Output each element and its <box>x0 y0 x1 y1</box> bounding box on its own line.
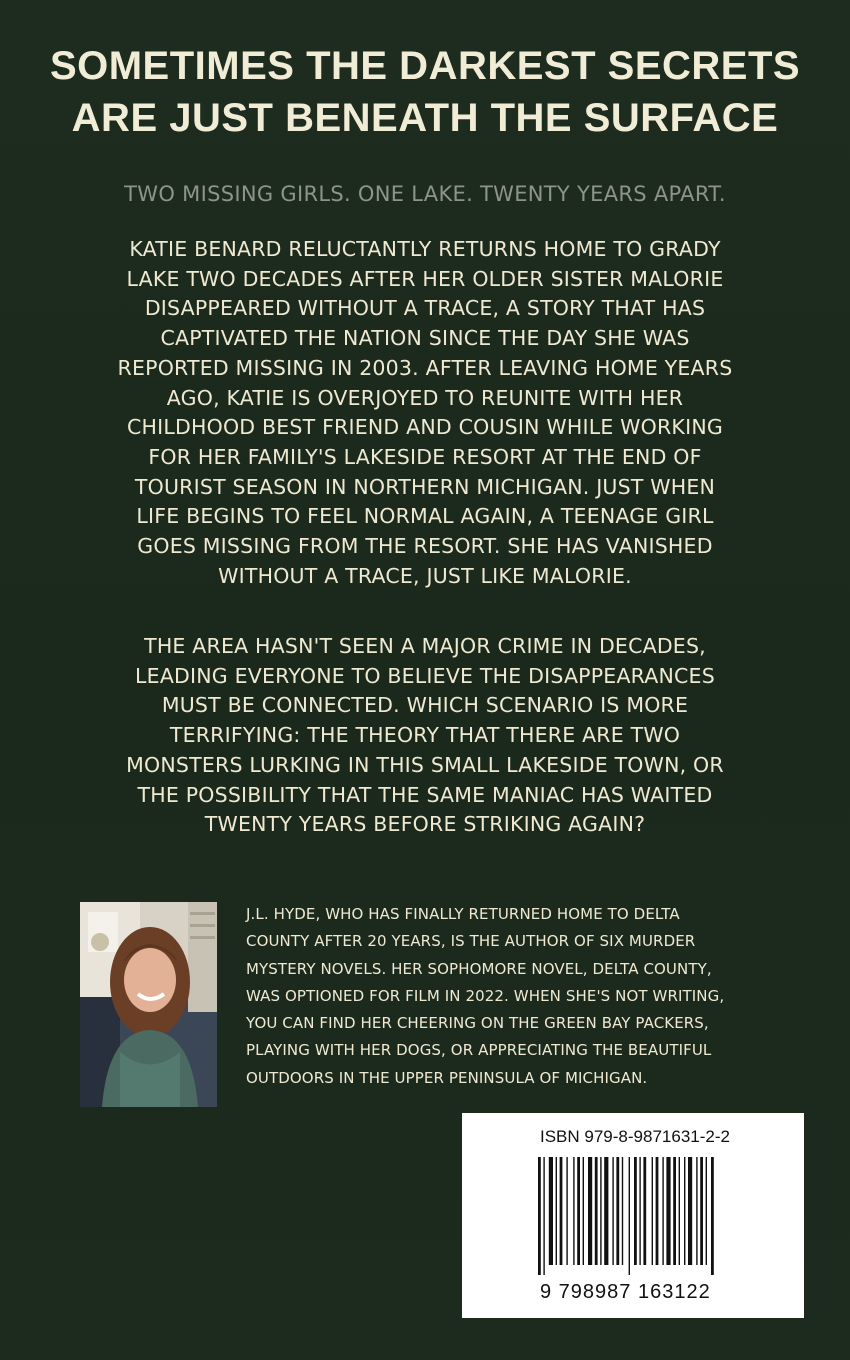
description-line: WITHOUT A TRACE, JUST LIKE MALORIE. <box>218 563 632 588</box>
barcode-bar <box>700 1157 703 1265</box>
isbn-barcode-box <box>462 1113 804 1318</box>
barcode-digits: 9 798987 163122 <box>540 1281 711 1303</box>
barcode-bar <box>549 1157 553 1265</box>
bio-line: MYSTERY NOVELS. HER SOPHOMORE NOVEL, DELTA COUNTY, <box>246 959 712 978</box>
barcode-bar <box>604 1157 608 1265</box>
description-line: AGO, KATIE IS OVERJOYED TO REUNITE WITH HER <box>166 385 684 410</box>
barcode-bar <box>643 1157 646 1265</box>
bio-line: WAS OPTIONED FOR FILM IN 2022. WHEN SHE'S NOT WRITING, <box>246 986 725 1005</box>
description-line: REPORTED MISSING IN 2003. AFTER LEAVING HOME YEARS <box>117 355 733 380</box>
barcode-bar <box>556 1157 557 1265</box>
isbn-label: ISBN 979-8-9871631-2-2 <box>540 1127 730 1146</box>
headline-line: ARE JUST BENEATH THE SURFACE <box>71 96 779 140</box>
barcode-bar <box>679 1157 680 1265</box>
description-line: MONSTERS LURKING IN THIS SMALL LAKESIDE TOWN, OR <box>126 752 724 777</box>
headline-line: SOMETIMES THE DARKEST SECRETS <box>49 44 801 88</box>
bio-line: J.L. HYDE, WHO HAS FINALLY RETURNED HOME TO DELTA <box>246 905 680 923</box>
description-line: KATIE BENARD RELUCTANTLY RETURNS HOME TO GRADY <box>129 237 721 261</box>
barcode-bar <box>684 1157 685 1265</box>
barcode-bar <box>688 1157 692 1265</box>
bio-line: COUNTY AFTER 20 YEARS, IS THE AUTHOR OF SIX MURDER <box>246 932 696 951</box>
description-line: MUST BE CONNECTED. WHICH SCENARIO IS MORE <box>161 693 689 718</box>
barcode-bar <box>616 1157 619 1265</box>
barcode-bar <box>560 1157 563 1265</box>
description-line: TOURIST SEASON IN NORTHERN MICHIGAN. JUST WHEN <box>134 474 716 499</box>
description-line: TERRIFYING: THE THEORY THAT THERE ARE TWO <box>169 723 681 748</box>
author-photo <box>80 902 217 1107</box>
bio-line: OUTDOORS IN THE UPPER PENINSULA OF MICHIGAN. <box>246 1068 648 1087</box>
barcode-icon <box>538 1157 728 1277</box>
barcode-bar <box>673 1157 676 1265</box>
barcode-bar <box>666 1157 670 1265</box>
barcode-bar <box>538 1157 541 1275</box>
barcode-bar <box>595 1157 598 1265</box>
description-line: THE POSSIBILITY THAT THE SAME MANIAC HAS WAITED <box>137 782 713 807</box>
description-line: GOES MISSING FROM THE RESORT. SHE HAS VANISHED <box>137 534 713 559</box>
barcode-bar <box>629 1157 630 1275</box>
tagline: TWO MISSING GIRLS. ONE LAKE. TWENTY YEARS APART. <box>124 182 726 206</box>
barcode-bar <box>706 1157 707 1265</box>
barcode-bar <box>566 1157 567 1265</box>
barcode-bar <box>612 1157 613 1265</box>
description-line: CHILDHOOD BEST FRIEND AND COUSIN WHILE WORKING <box>127 415 723 440</box>
description-line: FOR HER FAMILY'S LAKESIDE RESORT AT THE END OF <box>148 444 702 469</box>
author-portrait-illustration <box>80 902 217 1107</box>
barcode-bar <box>622 1157 623 1265</box>
barcode-bar <box>573 1157 574 1265</box>
barcode-bar <box>662 1157 663 1265</box>
barcode-bar <box>639 1157 640 1265</box>
barcode-bar <box>583 1157 584 1265</box>
description-line: CAPTIVATED THE NATION SINCE THE DAY SHE WAS <box>160 326 690 351</box>
description-line: LAKE TWO DECADES AFTER HER OLDER SISTER MALORIE <box>126 266 724 291</box>
bio-line: PLAYING WITH HER DOGS, OR APPRECIATING THE BEAUTIFUL <box>246 1041 712 1060</box>
barcode-bar <box>652 1157 653 1265</box>
description-line: DISAPPEARED WITHOUT A TRACE, A STORY THAT HAS <box>144 296 706 321</box>
barcode-bar <box>696 1157 697 1265</box>
headline <box>0 40 850 144</box>
barcode-bar <box>588 1157 592 1265</box>
barcode-bar <box>634 1157 637 1265</box>
description-paragraph-1 <box>60 235 790 591</box>
barcode-bar <box>656 1157 659 1265</box>
barcode-bar <box>711 1157 714 1275</box>
bio-line: YOU CAN FIND HER CHEERING ON THE GREEN BAY PACKERS, <box>246 1014 709 1033</box>
description-line: LIFE BEGINS TO FEEL NORMAL AGAIN, A TEENAGE GIRL <box>136 504 714 529</box>
author-bio <box>246 901 806 1092</box>
description-paragraph-2 <box>60 632 790 840</box>
barcode-bar <box>600 1157 601 1265</box>
description-line: LEADING EVERYONE TO BELIEVE THE DISAPPEARANCES <box>135 663 715 688</box>
description-line: THE AREA HASN'T SEEN A MAJOR CRIME IN DECADES, <box>144 634 706 658</box>
barcode-bar <box>577 1157 580 1265</box>
description-line: TWENTY YEARS BEFORE STRIKING AGAIN? <box>204 812 646 837</box>
barcode-bar <box>543 1157 544 1275</box>
